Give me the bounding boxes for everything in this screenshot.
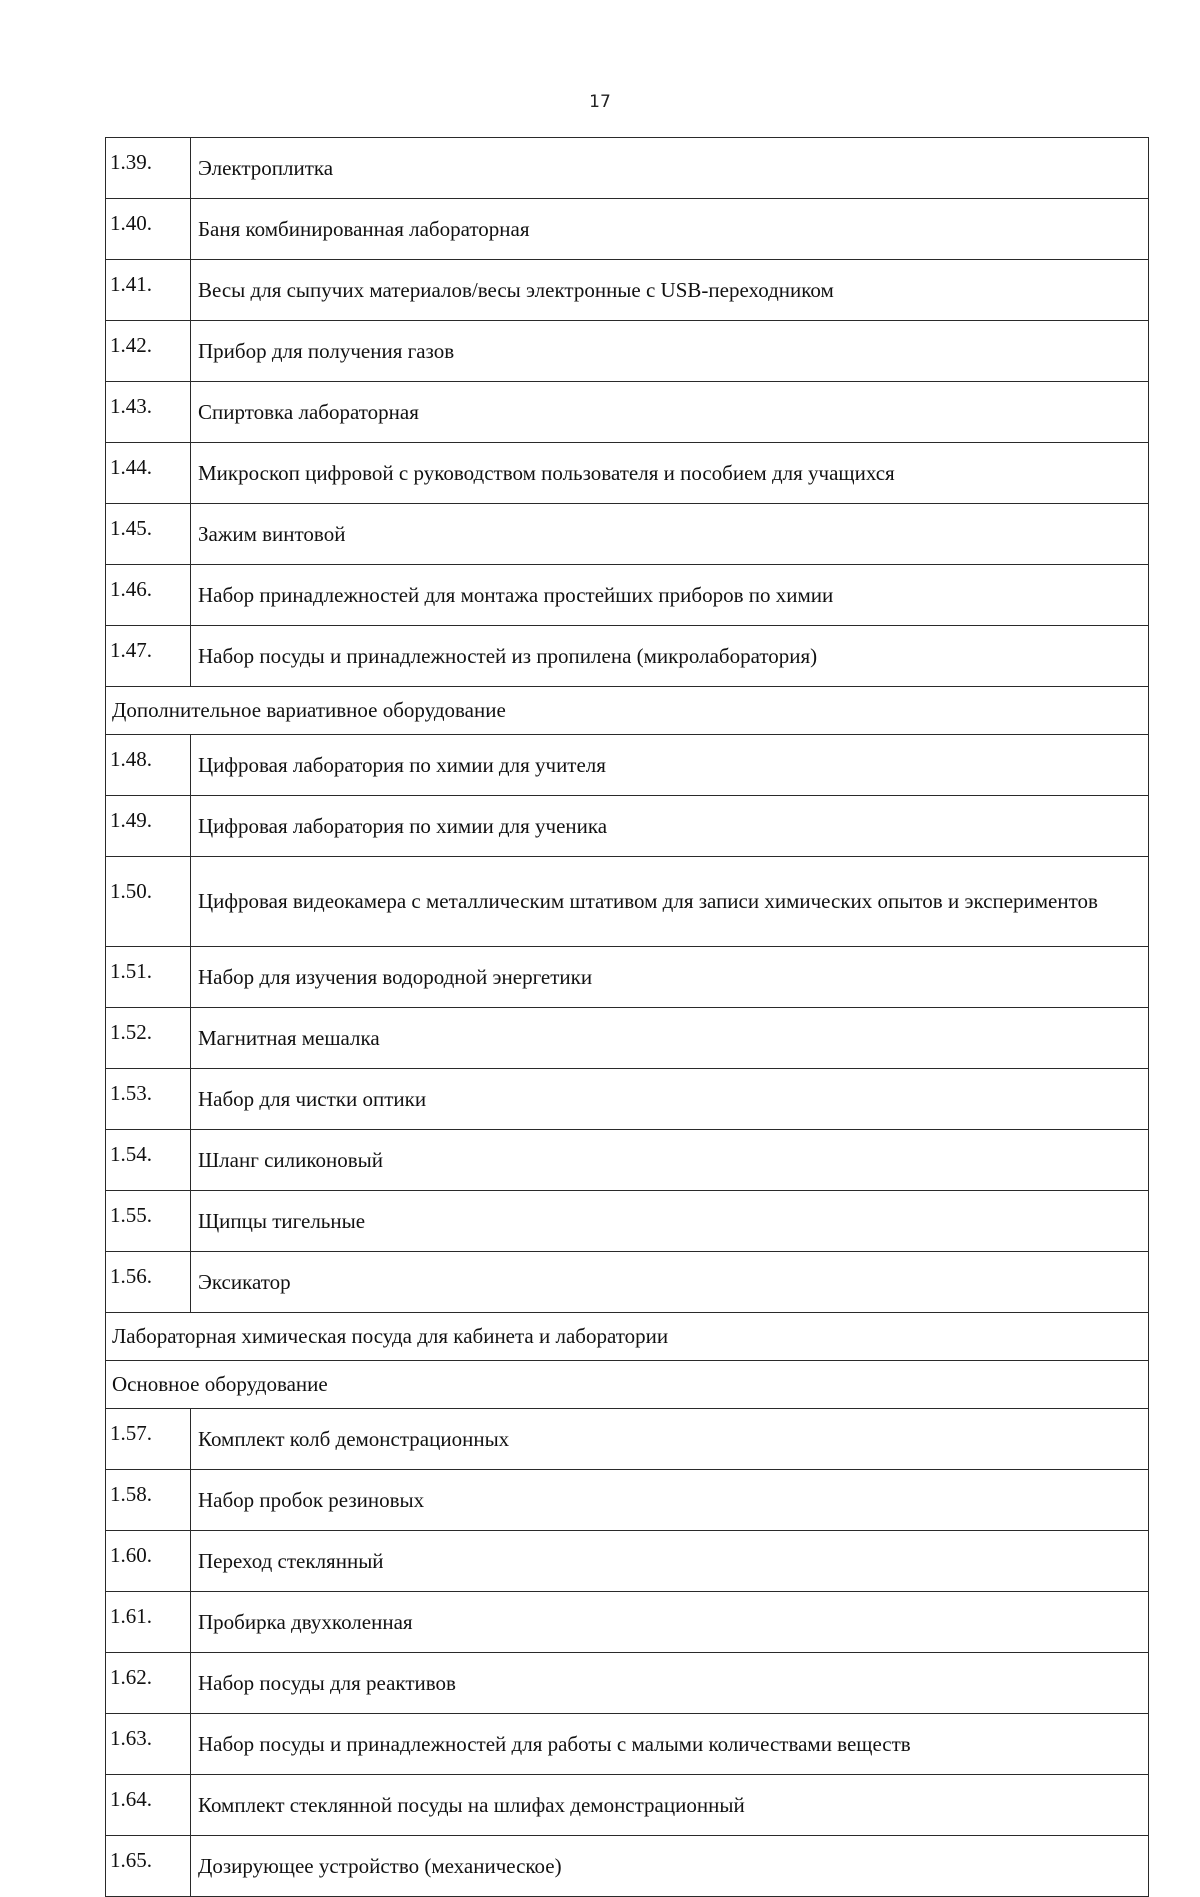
item-number: 1.52. [106, 1008, 191, 1069]
item-number: 1.54. [106, 1130, 191, 1191]
table-row [106, 1409, 1149, 1470]
item-name: Переход стеклянный [191, 1531, 1149, 1592]
item-number: 1.62. [106, 1653, 191, 1714]
item-number: 1.40. [106, 199, 191, 260]
item-number: 1.60. [106, 1531, 191, 1592]
item-name: Цифровая лаборатория по химии для ученика [191, 796, 1149, 857]
item-name: Набор пробок резиновых [191, 1470, 1149, 1531]
item-name: Шланг силиконовый [191, 1130, 1149, 1191]
table-row [106, 947, 1149, 1008]
table-row [106, 321, 1149, 382]
item-name: Набор посуды для реактивов [191, 1653, 1149, 1714]
item-name: Набор для чистки оптики [191, 1069, 1149, 1130]
item-number: 1.43. [106, 382, 191, 443]
item-name: Цифровая видеокамера с металлическим штативом для записи химических опытов и экспериментов [191, 857, 1149, 947]
table-row [106, 1653, 1149, 1714]
page-number: 17 [589, 92, 611, 112]
item-name: Баня комбинированная лабораторная [191, 199, 1149, 260]
item-number: 1.65. [106, 1836, 191, 1897]
table-row [106, 1531, 1149, 1592]
item-number: 1.63. [106, 1714, 191, 1775]
item-name: Микроскоп цифровой с руководством пользователя и пособием для учащихся [191, 443, 1149, 504]
item-number: 1.55. [106, 1191, 191, 1252]
table-row [106, 565, 1149, 626]
item-number: 1.41. [106, 260, 191, 321]
table-row [106, 504, 1149, 565]
table-row [106, 626, 1149, 687]
table-row [106, 443, 1149, 504]
section-header: Лабораторная химическая посуда для кабинета и лаборатории [106, 1313, 1149, 1361]
table-row [106, 796, 1149, 857]
item-number: 1.42. [106, 321, 191, 382]
table-row [106, 1252, 1149, 1313]
item-name: Набор принадлежностей для монтажа простейших приборов по химии [191, 565, 1149, 626]
item-number: 1.51. [106, 947, 191, 1008]
item-name: Магнитная мешалка [191, 1008, 1149, 1069]
table-row [106, 260, 1149, 321]
table-row [106, 735, 1149, 796]
item-name: Комплект стеклянной посуды на шлифах демонстрационный [191, 1775, 1149, 1836]
table-row [106, 1008, 1149, 1069]
item-name: Зажим винтовой [191, 504, 1149, 565]
item-name: Комплект колб демонстрационных [191, 1409, 1149, 1470]
item-number: 1.64. [106, 1775, 191, 1836]
item-name: Щипцы тигельные [191, 1191, 1149, 1252]
item-number: 1.61. [106, 1592, 191, 1653]
section-header: Дополнительное вариативное оборудование [106, 687, 1149, 735]
item-name: Спиртовка лабораторная [191, 382, 1149, 443]
equipment-table-body [106, 138, 1149, 1897]
item-number: 1.49. [106, 796, 191, 857]
item-name: Весы для сыпучих материалов/весы электронные с USB-переходником [191, 260, 1149, 321]
item-number: 1.48. [106, 735, 191, 796]
item-name: Электроплитка [191, 138, 1149, 199]
item-number: 1.44. [106, 443, 191, 504]
table-row [106, 382, 1149, 443]
equipment-table [105, 137, 1149, 1897]
section-header-row [106, 1313, 1149, 1361]
table-row [106, 1470, 1149, 1531]
section-header-row [106, 687, 1149, 735]
item-name: Дозирующее устройство (механическое) [191, 1836, 1149, 1897]
item-number: 1.50. [106, 857, 191, 947]
item-name: Набор для изучения водородной энергетики [191, 947, 1149, 1008]
table-row [106, 1775, 1149, 1836]
item-number: 1.53. [106, 1069, 191, 1130]
item-number: 1.47. [106, 626, 191, 687]
item-number: 1.58. [106, 1470, 191, 1531]
table-row [106, 857, 1149, 947]
table-row [106, 1069, 1149, 1130]
item-name: Цифровая лаборатория по химии для учителя [191, 735, 1149, 796]
item-name: Набор посуды и принадлежностей для работы с малыми количествами веществ [191, 1714, 1149, 1775]
table-row [106, 1191, 1149, 1252]
item-number: 1.39. [106, 138, 191, 199]
item-number: 1.45. [106, 504, 191, 565]
table-row [106, 1714, 1149, 1775]
table-row [106, 138, 1149, 199]
item-number: 1.57. [106, 1409, 191, 1470]
item-name: Пробирка двухколенная [191, 1592, 1149, 1653]
table-row [106, 1130, 1149, 1191]
table-row [106, 1592, 1149, 1653]
item-name: Прибор для получения газов [191, 321, 1149, 382]
item-name: Эксикатор [191, 1252, 1149, 1313]
section-header: Основное оборудование [106, 1361, 1149, 1409]
section-header-row [106, 1361, 1149, 1409]
table-row [106, 199, 1149, 260]
item-number: 1.56. [106, 1252, 191, 1313]
item-name: Набор посуды и принадлежностей из пропилена (микролаборатория) [191, 626, 1149, 687]
item-number: 1.46. [106, 565, 191, 626]
table-row [106, 1836, 1149, 1897]
